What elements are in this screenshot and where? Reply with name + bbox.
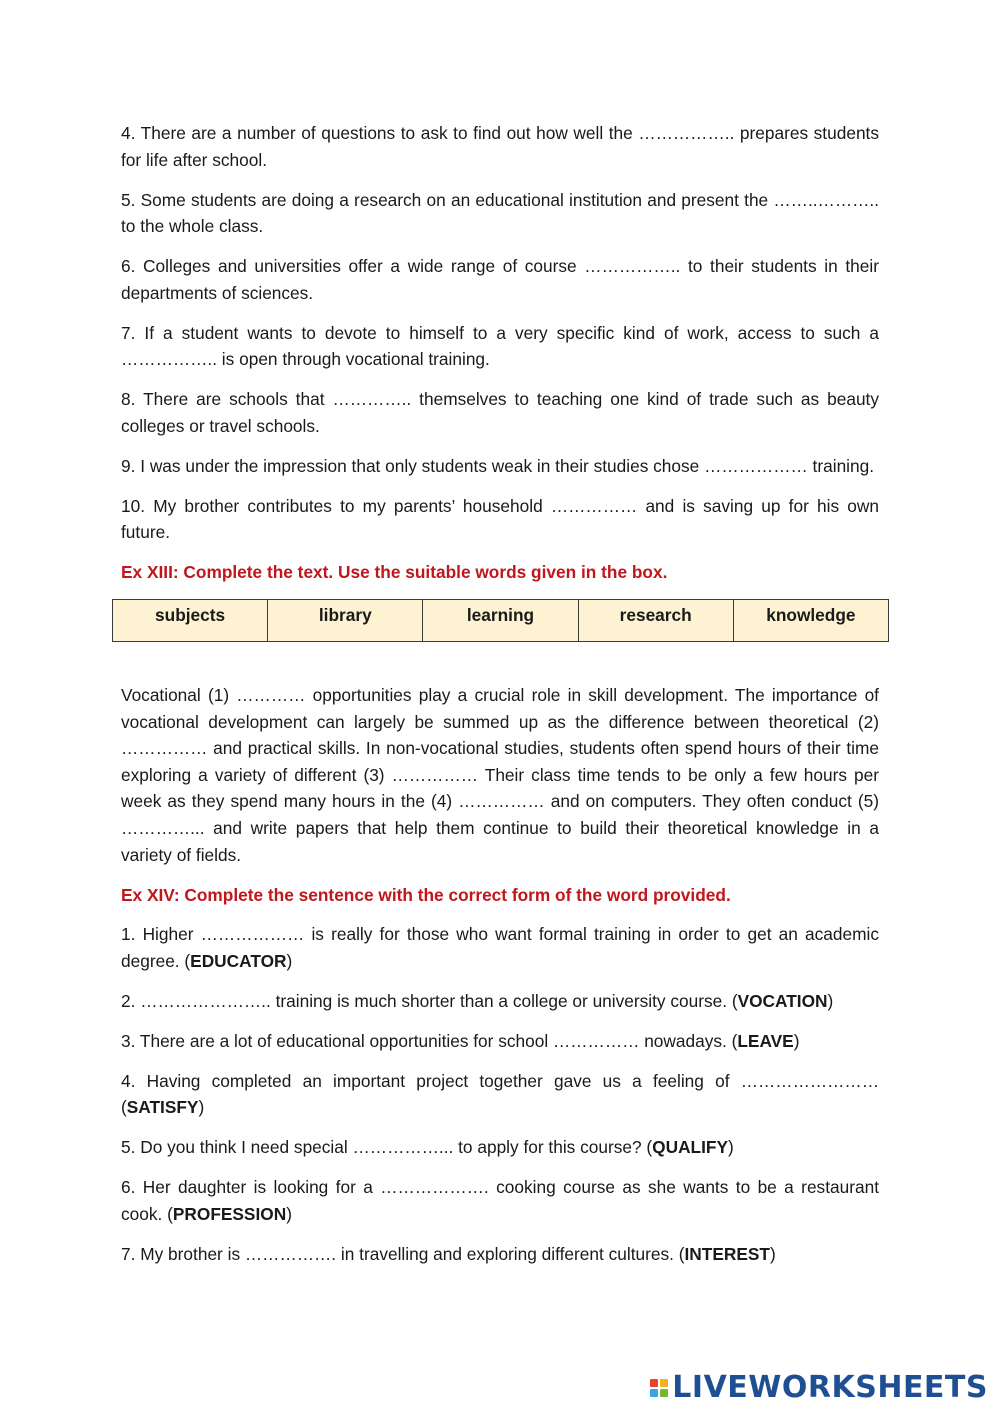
- question-item: [121, 1068, 879, 1121]
- logo-text: LIVEWORKSHEETS: [672, 1370, 988, 1405]
- word-box-cell: library: [268, 600, 423, 642]
- section-xii-items: [121, 120, 879, 546]
- word-box: [112, 599, 889, 642]
- close-paren: ): [286, 950, 293, 971]
- close-paren: ): [198, 1097, 205, 1118]
- question-item: 9. I was under the impression that only students weak in their studies chose ……………… training.: [121, 455, 875, 476]
- worksheet-page: [121, 120, 879, 1281]
- close-paren: ): [793, 1030, 800, 1051]
- base-word: SATISFY: [126, 1097, 199, 1118]
- question-text: 1. Higher ……………… is really for those who want formal training in order to get an academic degree. (: [121, 924, 879, 971]
- question-item: 4. There are a number of questions to ask to find out how well the …………….. prepares students for life after school.: [121, 123, 879, 170]
- logo-square-red: [650, 1379, 658, 1387]
- word-box-cell: research: [578, 600, 733, 642]
- ex-xiv-heading: Ex XIV: Complete the sentence with the correct form of the word provided.: [121, 884, 731, 905]
- logo-square-green: [660, 1389, 668, 1397]
- question-item: [121, 988, 879, 1015]
- close-paren: ): [769, 1243, 776, 1264]
- question-text: 3. There are a lot of educational opportunities for school …………… nowadays. (: [121, 1030, 738, 1051]
- question-item: [121, 921, 879, 974]
- liveworksheets-logo-icon: [650, 1379, 668, 1397]
- question-item: [121, 1174, 879, 1227]
- word-box-cell: learning: [423, 600, 578, 642]
- base-word: INTEREST: [684, 1243, 770, 1264]
- base-word: EDUCATOR: [190, 950, 287, 971]
- question-item: 5. Some students are doing a research on an educational institution and present the ……..……….. to the whole class.: [121, 189, 879, 237]
- close-paren: ): [827, 990, 834, 1011]
- ex-xiv-items: [121, 921, 879, 1267]
- close-paren: ): [286, 1203, 292, 1224]
- question-text: 6. Her daughter is looking for a ………………. cooking course as she wants to be a restaurant cook. (: [121, 1177, 879, 1224]
- question-item: [121, 1134, 879, 1161]
- question-text: 7. My brother is ……………. in travelling and exploring different cultures. (: [121, 1243, 685, 1264]
- word-box-cell: subjects: [113, 600, 268, 642]
- logo-square-blue: [650, 1389, 658, 1397]
- ex-xiii-heading: Ex XIII: Complete the text. Use the suitable words given in the box.: [121, 562, 668, 583]
- question-text: 4. Having completed an important project together gave us a feeling of …………………… (: [121, 1070, 879, 1118]
- question-item: 6. Colleges and universities offer a wide range of course …………….. to their students in their departments of sciences.: [121, 256, 879, 303]
- ex-xiii-passage: Vocational (1) ………… opportunities play a crucial role in skill development. The importance of vocational development can largely be summed up as the difference between theoretical (2) …………… and practical skills. In non-vocational studies, students often spend hours of their time exploring a variety of different (3) …………… Their class time tends to be only a few hours per week as they spend many hours in the (4) …………… and on computers. They often conduct (5) …………... and write papers that help them continue to build their theoretical knowledge in a variety of fields.: [121, 685, 879, 865]
- question-item: [121, 1028, 879, 1055]
- question-text: 5. Do you think I need special ……………... to apply for this course? (: [121, 1137, 653, 1158]
- base-word: LEAVE: [737, 1030, 794, 1051]
- logo-square-yellow: [660, 1379, 668, 1387]
- base-word: QUALIFY: [652, 1137, 728, 1158]
- base-word: PROFESSION: [172, 1203, 287, 1224]
- question-text: 2. ………………….. training is much shorter than a college or university course. (: [121, 990, 738, 1011]
- word-box-cell: knowledge: [733, 600, 888, 642]
- question-item: 7. If a student wants to devote to himself to a very specific kind of work, access to such a …………….. is open through vocational training.: [121, 322, 879, 370]
- liveworksheets-logo[interactable]: [650, 1370, 988, 1406]
- close-paren: ): [728, 1137, 734, 1158]
- base-word: VOCATION: [737, 990, 828, 1011]
- question-item: 8. There are schools that ………….. themselves to teaching one kind of trade such as beauty colleges or travel schools.: [121, 389, 879, 436]
- question-item: 10. My brother contributes to my parents’ household …………… and is saving up for his own future.: [121, 495, 879, 543]
- question-item: [121, 1241, 879, 1268]
